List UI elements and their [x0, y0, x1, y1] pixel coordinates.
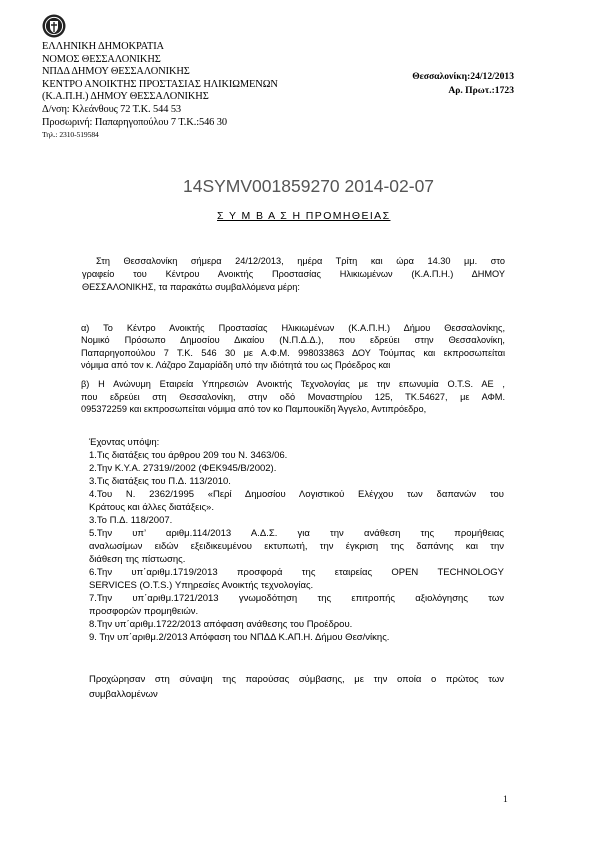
consideration-item: 3.Τις διατάξεις του Π.Δ. 113/2010.	[89, 476, 231, 487]
document-title: Σ Υ Μ Β Α Σ Η ΠΡΟΜΗΘΕΙΑΣ	[217, 210, 391, 222]
considerations-heading: Έχοντας υπόψη:	[89, 437, 160, 448]
party-b-line: 095372259 και εκπροσωπείται νόμιμα από τον κο Παμπουκίδη Άγγελο, Αντιπρόεδρο,	[81, 404, 427, 415]
intro-line: Στη Θεσσαλονίκη σήμερα 24/12/2013, ημέρα Τρίτη και ώρα 14.30 μμ. στο	[96, 256, 505, 266]
party-a-line: α) Το Κέντρο Ανοικτής Προστασίας Ηλικιωμένων (Κ.Α.Π.Η.) Δήμου Θεσσαλονίκης,	[81, 323, 505, 333]
header-line-country: ΕΛΛΗΝΙΚΗ ΔΗΜΟΚΡΑΤΙΑ	[42, 41, 164, 52]
coat-of-arms-emblem	[42, 14, 66, 38]
consideration-item: 1.Τις διατάξεις του άρθρου 209 του Ν. 3463/06.	[89, 450, 288, 461]
consideration-item: αναλωσίμων ειδών εξειδικευμένου εκτυπωτή, την έγκριση της δαπάνης και την	[89, 541, 504, 552]
header-line-temp-address: Προσωρινή: Παπαρηγοπούλου 7 Τ.Κ.:546 30	[42, 116, 227, 128]
intro-paragraph	[82, 255, 505, 294]
considerations-list	[89, 436, 504, 644]
consideration-item: 7.Την υπ΄αριθμ.1721/2013 γνωμοδότηση της επιτροπής αξιολόγησης των	[89, 593, 504, 604]
consideration-item: 6.Την υπ΄αριθμ.1719/2013 προσφορά της εταιρείας OPEN TECHNOLOGY	[89, 567, 504, 578]
closing-line: Προχώρησαν στη σύναψη της παρούσας σύμβασης, με την οποία ο πρώτος των	[89, 674, 504, 685]
place-date: Θεσσαλονίκη:24/12/2013	[412, 71, 514, 82]
party-a-paragraph	[81, 322, 505, 372]
consideration-item: 3.Το Π.Δ. 118/2007.	[89, 515, 173, 526]
header-phone: Τηλ.: 2310-519584	[42, 130, 99, 140]
consideration-item: 5.Την υπ’ αριθμ.114/2013 Α.Δ.Σ. για την ανάθεση της προμήθειας	[89, 528, 504, 539]
party-a-line: Νομικό Πρόσωπο Δημοσίου Δικαίου (Ν.Π.Δ.Δ.), που εδρεύει στην Θεσσαλονίκη,	[81, 335, 505, 346]
ada-identifier: 14SYMV001859270 2014-02-07	[183, 176, 435, 196]
consideration-item: 4.Του Ν. 2362/1995 «Περί Δημοσίου Λογιστικού Ελέγχου των δαπανών του	[89, 489, 504, 500]
consideration-item: Κράτους και άλλες διατάξεις».	[89, 502, 214, 513]
consideration-item: διάθεση της πίστωσης.	[89, 554, 186, 565]
header-block	[42, 41, 278, 142]
party-b-line: β) Η Ανώνυμη Εταιρεία Υπηρεσιών Ανοικτής Τεχνολογίας με την επωνυμία O.T.S. AE ,	[81, 379, 505, 389]
header-line-address: Δ/νση: Κλεάνθους 72 Τ.Κ. 544 53	[42, 103, 182, 115]
intro-line: ΘΕΣΣΑΛΟΝΙΚΗΣ, τα παρακάτω συμβαλλόμενα μέρη:	[82, 282, 300, 292]
header-line-centre: ΚΕΝΤΡΟ ΑΝΟΙΚΤΗΣ ΠΡΟΣΤΑΣΙΑΣ ΗΛΙΚΙΩΜΕΝΩΝ	[42, 78, 278, 90]
page-number: 1	[503, 795, 508, 805]
consideration-item: 8.Την υπ΄αριθμ.1722/2013 απόφαση ανάθεσης του Προέδρου.	[89, 619, 353, 630]
consideration-item: 9. Την υπ΄αριθμ.2/2013 Απόφαση του ΝΠΔΔ Κ.ΑΠ.Η. Δήμου Θεσ/νίκης.	[89, 632, 390, 643]
header-line-prefecture: ΝΟΜΟΣ ΘΕΣΣΑΛΟΝΙΚΗΣ	[42, 53, 161, 65]
consideration-item: SERVICES (O.T.S.) Υπηρεσίες Ανοικτής τεχνολογίας.	[89, 580, 314, 591]
closing-line: συμβαλλομένων	[89, 689, 158, 700]
header-line-entity: ΝΠΔΔ ΔΗΜΟΥ ΘΕΣΣΑΛΟΝΙΚΗΣ	[42, 66, 190, 78]
consideration-item: 2.Την Κ.Υ.Α. 27319//2002 (ΦΕΚ945/Β/2002).	[89, 463, 277, 474]
party-a-line: Παπαρηγοπούλου 7 Τ.Κ. 546 30 με Α.Φ.Μ. 998033863 ΔΟΥ Τούμπας και εκπροσωπείται	[81, 347, 505, 358]
party-a-line: νόμιμα από τον κ. Λάζαρο Ζαμαρίάδη υπό την ιδιότητά του ως Πρόεδρος και	[81, 360, 391, 371]
party-b-paragraph	[81, 378, 505, 416]
intro-line: γραφείο του Κέντρου Ανοικτής Προστασίας Ηλικιωμένων (Κ.Α.Π.Η.) ΔΗΜΟΥ	[82, 269, 505, 279]
closing-paragraph	[89, 672, 504, 702]
protocol-number: Αρ. Πρωτ.:1723	[448, 85, 514, 96]
party-b-line: που εδρεύει στη Θεσσαλονίκη, στην οδό Μοναστηρίου 125, ΤΚ.54627, με ΑΦΜ.	[81, 391, 505, 402]
header-line-kapi: (Κ.Α.Π.Η.) ΔΗΜΟΥ ΘΕΣΣΑΛΟΝΙΚΗΣ	[42, 91, 209, 103]
consideration-item: προσφορών προμηθειών.	[89, 606, 199, 617]
